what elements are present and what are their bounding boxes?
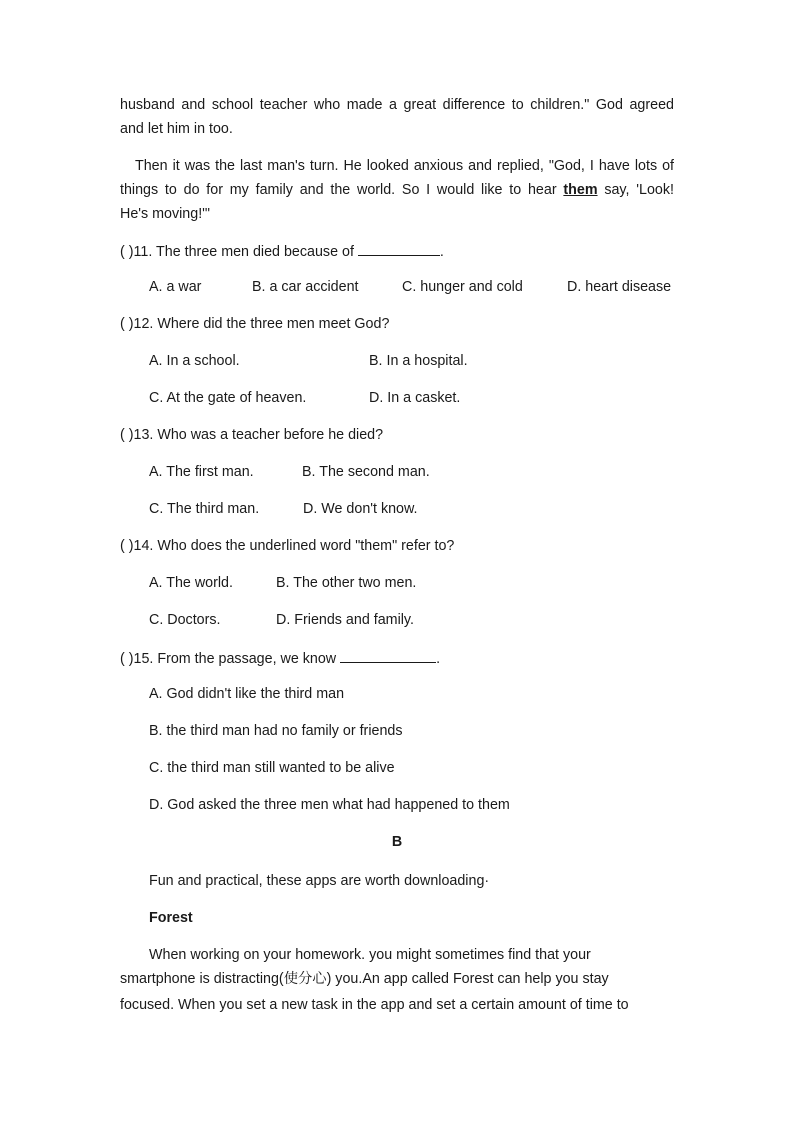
- answer-blank-11[interactable]: [358, 241, 440, 256]
- option-11-c[interactable]: C. hunger and cold: [402, 279, 523, 295]
- option-14-a[interactable]: A. The world.: [149, 575, 233, 591]
- question-13-stem: ( )13. Who was a teacher before he died?: [120, 427, 384, 443]
- passage-line-4-end: say, 'Look!: [604, 182, 674, 198]
- option-14-b[interactable]: B. The other two men.: [276, 575, 417, 591]
- question-11: [120, 241, 444, 261]
- question-15-stem: ( )15. From the passage, we know: [120, 651, 337, 667]
- option-12-d[interactable]: D. In a casket.: [369, 390, 461, 406]
- passage-line-3: Then it was the last man's turn. He looked anxious and replied, "God, I have lots of: [135, 158, 674, 174]
- option-13-c[interactable]: C. The third man.: [149, 501, 260, 517]
- question-15-end: .: [436, 651, 441, 667]
- option-14-c[interactable]: C. Doctors.: [149, 612, 221, 628]
- question-11-stem: ( )11. The three men died because of: [120, 244, 354, 260]
- option-11-d[interactable]: D. heart disease: [567, 279, 672, 295]
- question-14-stem: ( )14. Who does the underlined word "them" refer to?: [120, 538, 455, 554]
- forest-paragraph-line-3: focused. When you set a new task in the app and set a certain amount of time to: [120, 997, 629, 1013]
- passage-line-5: He's moving!'": [120, 206, 210, 222]
- section-b-heading: B: [391, 834, 403, 850]
- option-15-d[interactable]: D. God asked the three men what had happened to them: [149, 797, 510, 813]
- question-11-end: .: [439, 244, 444, 260]
- option-12-c[interactable]: C. At the gate of heaven.: [149, 390, 307, 406]
- section-b-intro: Fun and practical, these apps are worth downloading·: [149, 873, 490, 889]
- question-12-stem: ( )12. Where did the three men meet God?: [120, 316, 390, 332]
- option-13-a[interactable]: A. The first man.: [149, 464, 254, 480]
- passage-line-4: [120, 181, 674, 199]
- option-15-a[interactable]: A. God didn't like the third man: [149, 686, 345, 702]
- option-13-d[interactable]: D. We don't know.: [303, 501, 418, 517]
- passage-line-1: husband and school teacher who made a great difference to children." God agreed: [120, 97, 674, 113]
- passage-line-4-start: things to do for my family and the world. So I would like to hear: [120, 182, 557, 198]
- option-15-b[interactable]: B. the third man had no family or friends: [149, 723, 403, 739]
- option-14-d[interactable]: D. Friends and family.: [276, 612, 414, 628]
- passage-line-2: and let him in too.: [120, 121, 233, 137]
- question-15: [120, 648, 440, 668]
- forest-paragraph-line-1: When working on your homework. you might sometimes find that your: [149, 947, 591, 963]
- option-12-b[interactable]: B. In a hospital.: [369, 353, 468, 369]
- option-11-b[interactable]: B. a car accident: [252, 279, 359, 295]
- option-15-c[interactable]: C. the third man still wanted to be alive: [149, 760, 395, 776]
- option-12-a[interactable]: A. In a school.: [149, 353, 240, 369]
- option-13-b[interactable]: B. The second man.: [302, 464, 430, 480]
- answer-blank-15[interactable]: [340, 648, 436, 663]
- forest-paragraph-line-2: smartphone is distracting(使分心) you.An app called Forest can help you stay: [120, 971, 609, 987]
- option-11-a[interactable]: A. a war: [149, 279, 202, 295]
- app-title-forest: Forest: [149, 910, 193, 926]
- underlined-word-them: them: [563, 182, 598, 198]
